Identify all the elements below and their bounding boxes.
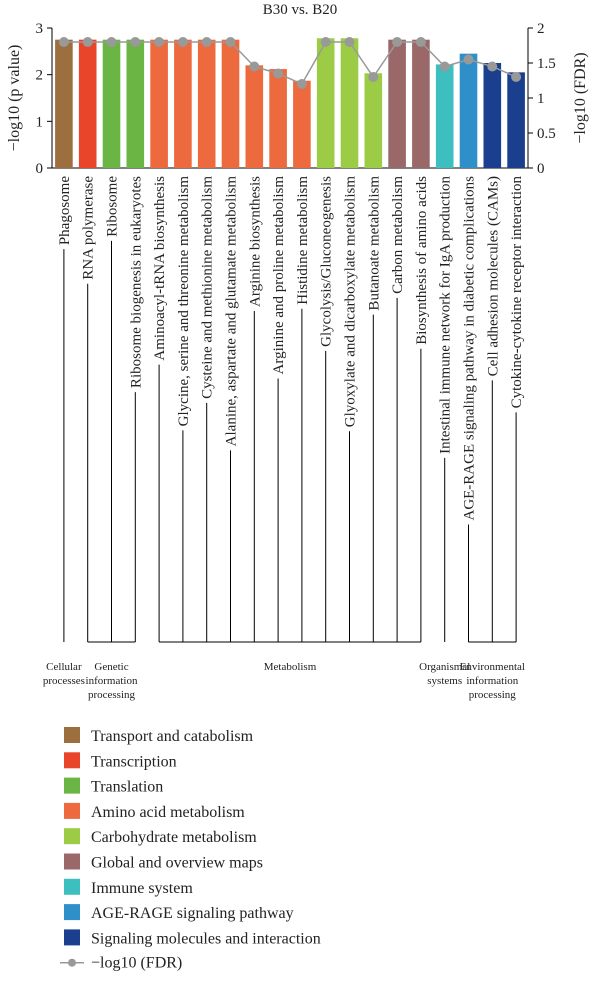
legend-label: Translation	[91, 778, 164, 796]
legend-swatch	[64, 929, 80, 945]
bar	[436, 64, 454, 168]
fdr-point	[345, 37, 355, 47]
fdr-point	[297, 79, 307, 89]
fdr-point	[107, 37, 117, 47]
left-y-tick-label: 1	[35, 114, 43, 131]
x-tick-label: Phagosome	[56, 176, 73, 246]
legend-label: Global and overview maps	[91, 854, 263, 872]
bar	[388, 40, 406, 168]
right-y-tick-label: 1	[537, 91, 545, 107]
left-y-tick-label: 0	[35, 161, 43, 177]
fdr-point	[249, 62, 259, 72]
bar	[198, 40, 216, 168]
x-tick-label: Histidine metabolism	[294, 176, 311, 305]
bar	[55, 40, 73, 168]
x-tick-label: Intestinal immune network for IgA production	[437, 176, 454, 454]
fdr-point	[59, 37, 69, 47]
legend-line-label: −log10 (FDR)	[91, 954, 183, 972]
right-y-tick-label: 0	[537, 161, 545, 177]
x-tick-label: Glyoxylate and dicarboxylate metabolism	[342, 176, 359, 428]
left-y-tick-label: 2	[35, 67, 43, 84]
bar	[245, 65, 263, 168]
bar	[293, 81, 311, 168]
x-tick-label: Cell adhesion molecules (CAMs)	[485, 176, 502, 377]
class-label: Genetic information processing	[85, 661, 138, 701]
bar	[483, 63, 501, 168]
x-tick-label: Cysteine and methionine metabolism	[199, 176, 216, 399]
bar	[222, 40, 240, 168]
legend-label: AGE-RAGE signaling pathway	[91, 905, 294, 923]
x-tick-label: Biosynthesis of amino acids	[413, 176, 430, 345]
class-label: Cellular processes	[42, 661, 85, 687]
legend-line-marker	[68, 959, 76, 967]
legend-swatch	[64, 727, 80, 743]
fdr-point	[487, 62, 497, 72]
legend-swatch	[64, 854, 80, 870]
bar	[174, 40, 192, 168]
x-tick-label: Ribosome	[104, 176, 121, 237]
bar	[126, 40, 144, 168]
legend-label: Transcription	[91, 753, 177, 771]
right-y-tick-label: 2	[537, 21, 545, 37]
right-y-axis-label: −log10 (FDR)	[572, 52, 589, 144]
bar	[507, 72, 525, 168]
legend-swatch	[64, 778, 80, 794]
class-label: Metabolism	[263, 661, 317, 673]
legend-label: Amino acid metabolism	[91, 803, 245, 821]
bar	[364, 73, 382, 168]
bar	[103, 40, 121, 168]
legend-label: Carbohydrate metabolism	[91, 829, 257, 847]
x-tick-label: Cytokine-cytokine receptor interaction	[509, 176, 526, 409]
legend-label: Immune system	[91, 879, 193, 897]
x-tick-label: Alanine, aspartate and glutamate metabolism	[223, 176, 240, 447]
fdr-point	[178, 37, 188, 47]
legend-swatch	[64, 879, 80, 895]
fdr-point	[226, 37, 236, 47]
x-tick-label: Glycolysis/Gluconeogenesis	[318, 176, 335, 347]
fdr-point	[392, 37, 402, 47]
x-tick-label: Arginine and proline metabolism	[271, 176, 288, 375]
fdr-point	[368, 72, 378, 82]
x-tick-label: RNA polymerase	[80, 176, 97, 280]
fdr-point	[273, 69, 283, 79]
fdr-point	[321, 37, 331, 47]
right-y-tick-label: 1.5	[537, 56, 556, 72]
legend-swatch	[64, 904, 80, 920]
x-tick-label: AGE-RAGE signaling pathway in diabetic complications	[461, 176, 478, 521]
fdr-point	[130, 37, 140, 47]
x-tick-label: Glycine, serine and threonine metabolism	[175, 176, 192, 427]
bar	[460, 54, 478, 168]
fdr-point	[440, 62, 450, 72]
class-label: Environmental information processing	[459, 661, 525, 701]
left-y-tick-label: 3	[35, 21, 43, 37]
left-y-axis-label: −log10 (p value)	[6, 44, 23, 152]
class-label: Organismal systems	[419, 661, 471, 687]
legend-swatch	[64, 752, 80, 768]
fdr-point	[416, 37, 426, 47]
x-tick-label: Ribosome biogenesis in eukaryotes	[128, 176, 145, 389]
bar	[317, 38, 335, 168]
right-y-tick-label: 0.5	[537, 126, 556, 142]
legend-label: Transport and catabolism	[91, 728, 254, 745]
fdr-point	[464, 55, 474, 65]
bar	[150, 40, 168, 168]
x-tick-label: Carbon metabolism	[390, 176, 407, 294]
x-tick-label: Butanoate metabolism	[366, 176, 383, 311]
bar	[79, 40, 97, 168]
legend-swatch	[64, 828, 80, 844]
x-tick-label: Aminoacyl-tRNA biosynthesis	[152, 176, 169, 361]
bar	[412, 40, 430, 168]
fdr-point	[154, 37, 164, 47]
bar	[341, 38, 359, 168]
legend-swatch	[64, 803, 80, 819]
x-tick-label: Arginine biosynthesis	[247, 176, 264, 307]
bar	[269, 69, 287, 168]
fdr-point	[83, 37, 93, 47]
fdr-point	[511, 72, 521, 82]
fdr-point	[202, 37, 212, 47]
legend-label: Signaling molecules and interaction	[91, 930, 321, 948]
chart-title: B30 vs. B20	[262, 2, 338, 18]
